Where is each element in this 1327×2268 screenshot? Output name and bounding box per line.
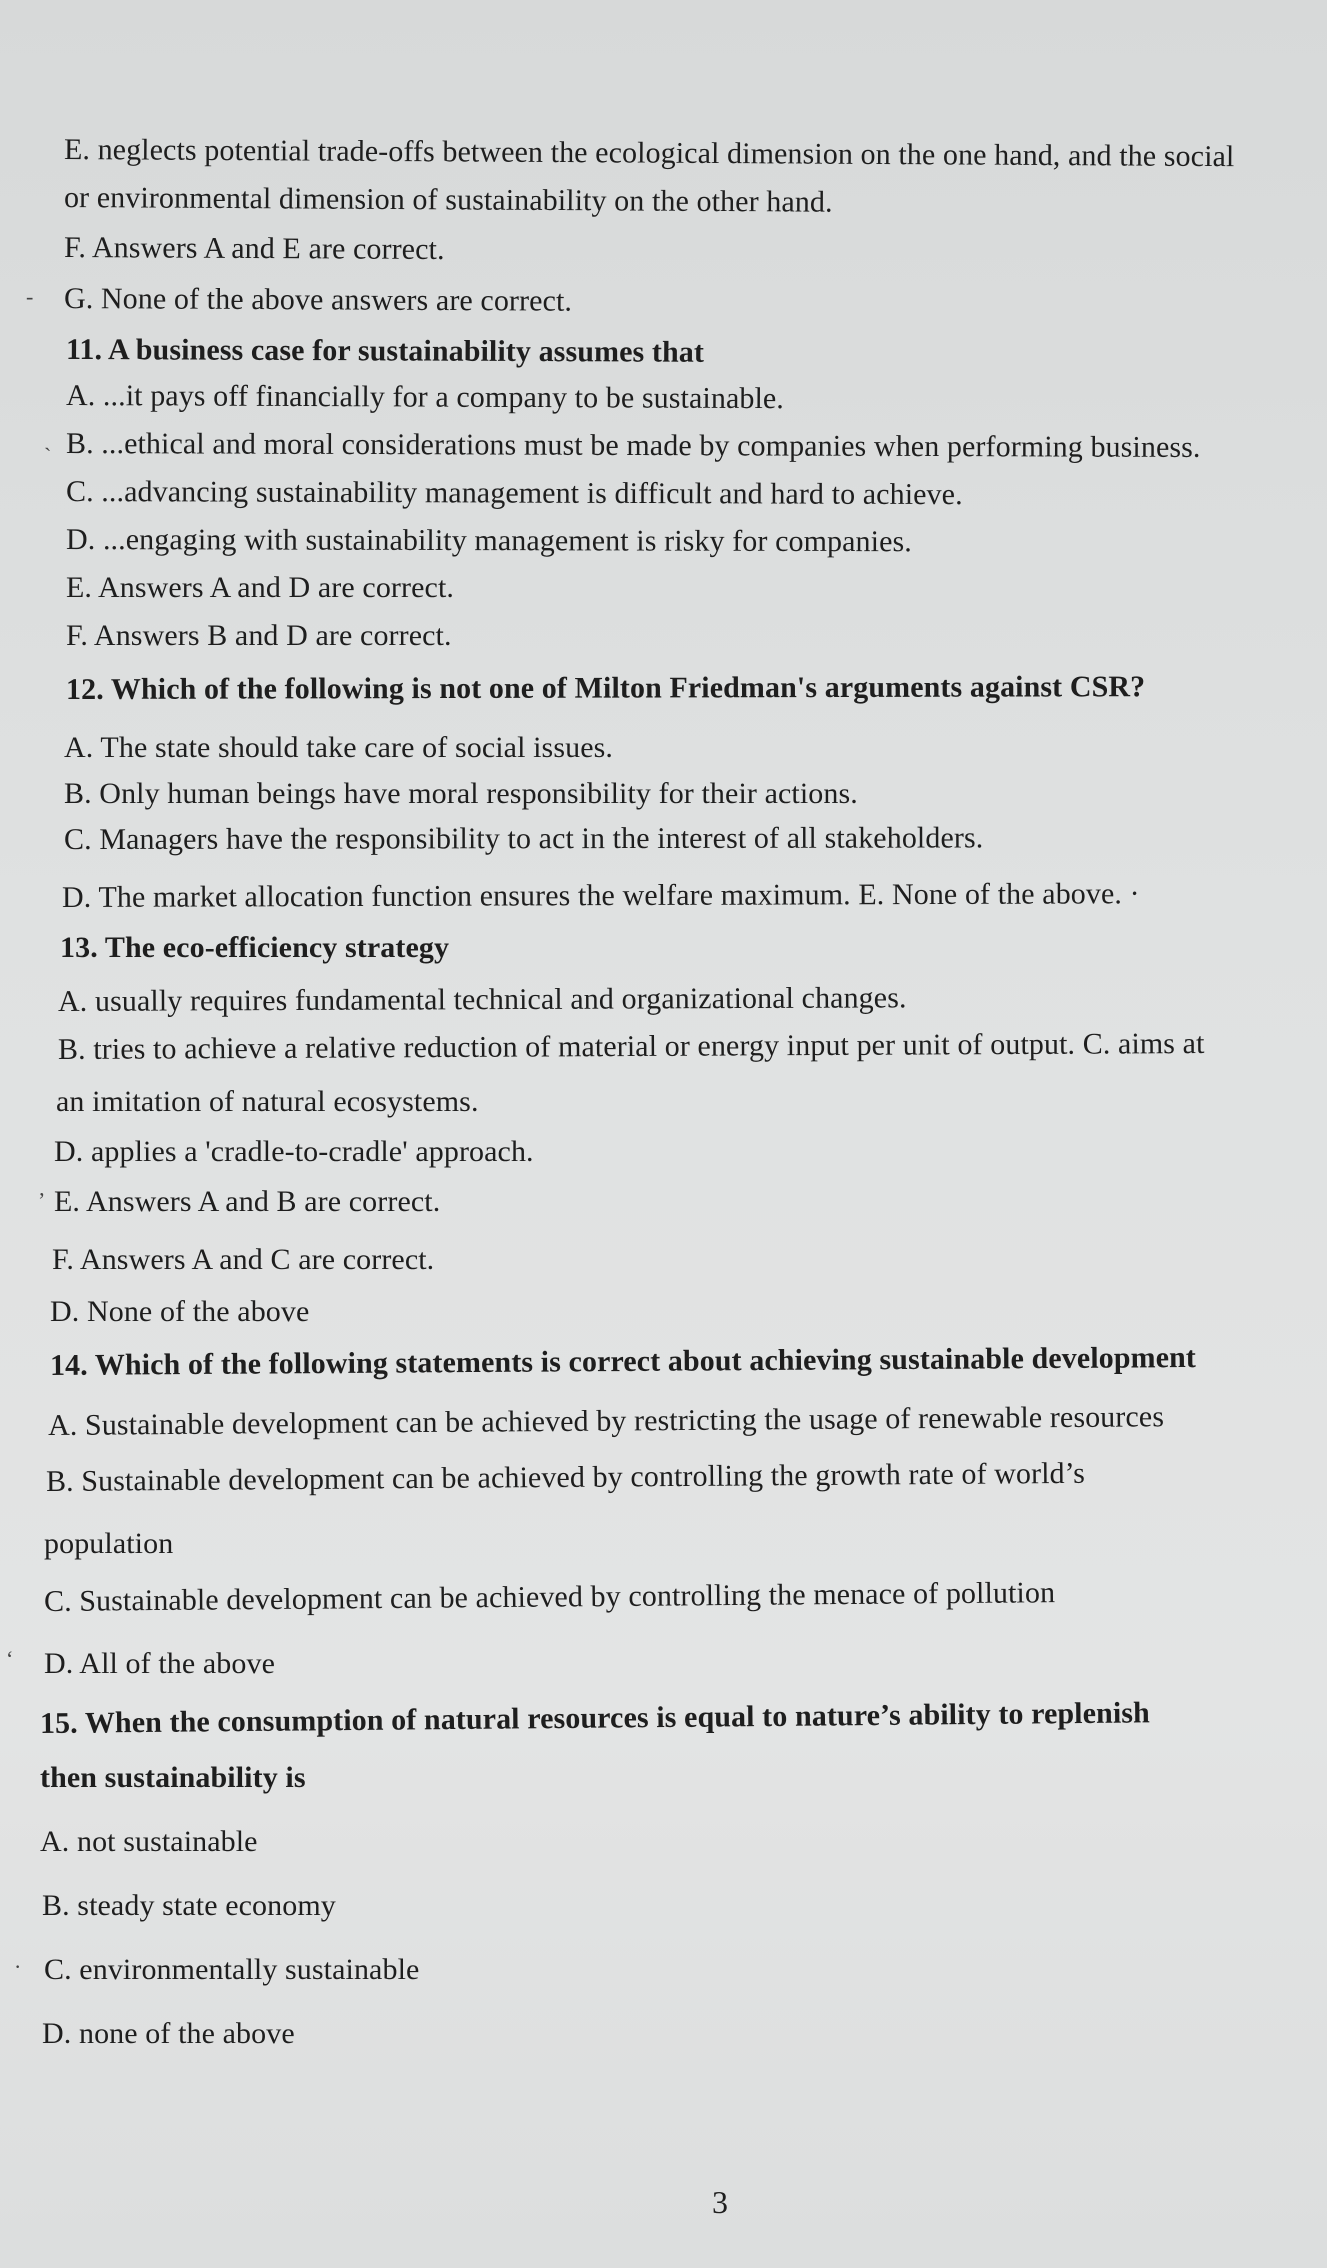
q13-option-e: E. Answers A and B are correct. <box>54 1185 441 1218</box>
margin-mark: - <box>26 284 34 309</box>
question-15-continued: then sustainability is <box>40 1761 306 1794</box>
q13-option-none: D. None of the above <box>50 1295 310 1328</box>
q11-option-d: D. ...engaging with sustainability management is risky for companies. <box>65 523 912 559</box>
question-11: 11. A business case for sustainability assumes that <box>65 333 705 369</box>
q12-option-a: A. The state should take care of social issues. <box>64 731 613 764</box>
q14-option-d: D. All of the above <box>44 1647 276 1680</box>
q11-option-e: E. Answers A and D are correct. <box>66 571 454 604</box>
q13-option-b-continued: an imitation of natural ecosystems. <box>56 1085 479 1118</box>
q14-option-b-continued: population <box>44 1527 174 1560</box>
q11-option-c: C. ...advancing sustainability management is difficult and hard to achieve. <box>65 475 963 512</box>
q15-option-b: B. steady state economy <box>42 1889 336 1922</box>
q11-option-a: A. ...it pays off financially for a company to be sustainable. <box>65 379 785 416</box>
q14-option-a: A. Sustainable development can be achieved by restricting the usage of renewable resources <box>47 1400 1165 1442</box>
q12-option-b: B. Only human beings have moral responsibility for their actions. <box>64 777 858 810</box>
q13-option-f: F. Answers A and C are correct. <box>52 1243 435 1276</box>
question-13: 13. The eco-efficiency strategy <box>60 931 450 964</box>
q12-option-c: C. Managers have the responsibility to act in the interest of all stakeholders. <box>63 821 984 856</box>
q11-option-f: F. Answers B and D are correct. <box>66 619 452 652</box>
question-15: 15. When the consumption of natural resources is equal to nature’s ability to replenish <box>39 1696 1151 1740</box>
q15-option-d: D. none of the above <box>42 2017 295 2050</box>
margin-mark: ˎ <box>44 426 52 451</box>
q14-option-b: B. Sustainable development can be achieved by controlling the growth rate of world’s <box>45 1456 1086 1498</box>
q10-option-f: F. Answers A and E are correct. <box>63 231 445 266</box>
question-14: 14. Which of the following statements is correct about achieving sustainable development <box>49 1340 1197 1382</box>
margin-mark: ʼ <box>38 1188 46 1213</box>
q13-option-b: B. tries to achieve a relative reduction of material or energy input per unit of output. C. aims at <box>57 1026 1205 1066</box>
q11-option-b: B. ...ethical and moral considerations must be made by companies when performing business. <box>65 427 1201 464</box>
q13-option-d: D. applies a 'cradle-to-cradle' approach. <box>54 1135 534 1168</box>
q10-option-e: E. neglects potential trade-offs between the ecological dimension on the one hand, and the social <box>63 133 1235 174</box>
q14-option-c: C. Sustainable development can be achieved by controlling the menace of pollution <box>43 1576 1056 1618</box>
margin-mark: ʻ <box>6 1646 14 1671</box>
q15-option-c: C. environmentally sustainable <box>44 1953 420 1986</box>
q10-option-e-continued: or environmental dimension of sustainability on the other hand. <box>63 181 833 219</box>
margin-mark: · <box>14 1954 22 1979</box>
q12-option-d: D. The market allocation function ensures the welfare maximum. E. None of the above. · <box>61 877 1140 914</box>
question-12: 12. Which of the following is not one of Milton Friedman's arguments against CSR? <box>65 670 1146 706</box>
page-number: 3 <box>712 2184 728 2220</box>
q13-option-a: A. usually requires fundamental technical and organizational changes. <box>57 981 907 1018</box>
q15-option-a: A. not sustainable <box>40 1825 258 1858</box>
q10-option-g: G. None of the above answers are correct. <box>63 282 573 318</box>
